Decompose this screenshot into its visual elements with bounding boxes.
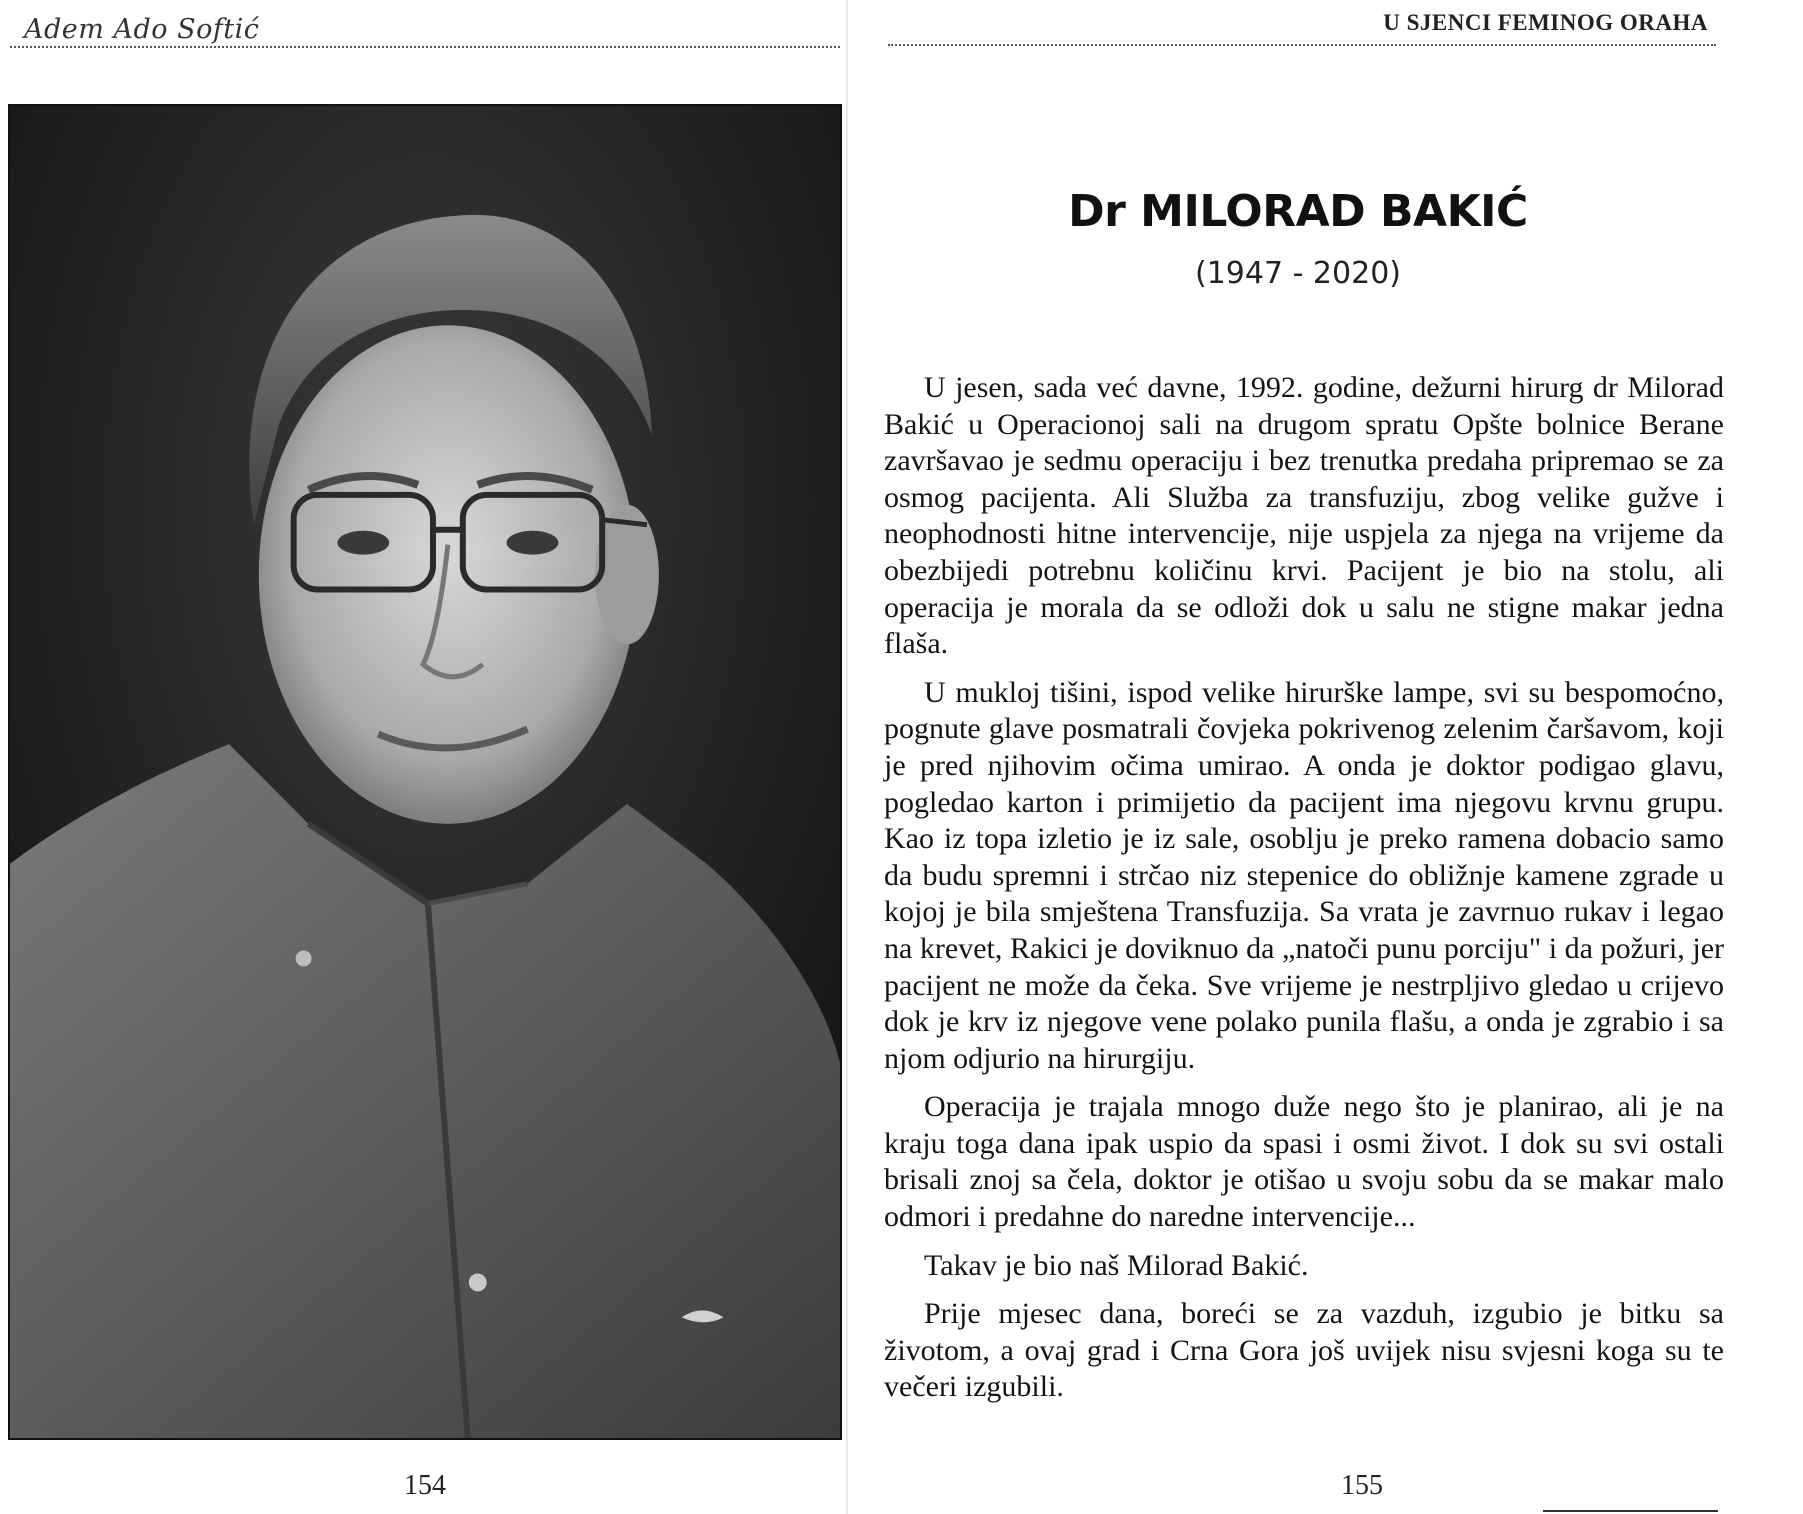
paragraph: U mukloj tišini, ispod velike hirurške lampe, svi su bespomoćno, pognute glave posmatrali čovjeka pokrivenog zelenim čaršavom, koji je pred njihovim očima umirao. A onda je doktor podigao glavu, pogledao karton i primijetio da pacijent ima njegovu krvnu grupu. Kao iz topa izletio je iz sale, osoblju je preko ramena dobacio samo da budu spremni i strčao niz stepenice do obližnje kamene zgrade u kojoj je bila smještena Transfuzija. Sa vrata je zavrnuo rukav i legao na krevet, Rakici je doviknuo da „natoči punu porciju" i da požuri, jer pacijent ne može da čeka. Sve vrijeme je nestrpljivo gledao u crijevo dok je krv iz njegove vene polako punila flašu, a onda je zgrabio i sa njom odjurio na hirurgiju.: [884, 675, 1724, 1075]
running-header-title: U SJENCI FEMINOG ORAHA: [1383, 10, 1708, 35]
paragraph: Operacija je trajala mnogo duže nego što je planirao, ali je na kraju toga dana ipak uspio da spasi i osmi život. I dok su svi ostali brisali znoj sa čela, doktor je otišao u svoju sobu da se makar malo odmori i predahne do naredne intervencije...: [884, 1090, 1724, 1234]
portrait-illustration: [10, 106, 840, 1438]
header-dotted-rule: [888, 44, 1716, 46]
paragraph: Prije mjesec dana, boreći se za vazduh, izgubio je bitku sa životom, a ovaj grad i Crna Gora još uvijek nisu svjesni koga su te večeri izgubili.: [884, 1297, 1724, 1404]
header-dotted-rule: [10, 46, 840, 48]
left-page: [0, 0, 848, 1514]
life-years: (1947 - 2020): [1194, 256, 1401, 291]
page-number-left: 154: [404, 1470, 446, 1501]
page-number-right: 155: [1341, 1470, 1383, 1501]
portrait-photo: [8, 104, 842, 1440]
paragraph: U jesen, sada već davne, 1992. godine, dežurni hirurg dr Milorad Bakić u Operacionoj sali na drugom spratu Opšte bolnice Berane završavao je sedmu operaciju i bez trenutka predaha pripremao se za osmog pacijenta. Ali Služba za transfuziju, zbog velike gužve i neophodnosti hitne intervencije, nije uspjela za njega na vrijeme da obezbijedi potrebnu količinu krvi. Pacijent je bio na stolu, ali operacija je morala da se odloži dok u salu ne stigne makar jedna flaša.: [884, 371, 1724, 661]
corner-rule: [1543, 1510, 1718, 1512]
body-text: [884, 370, 1724, 1418]
running-header-author: Adem Ado Softić: [24, 14, 260, 45]
right-page: [848, 0, 1803, 1514]
chapter-heading: Dr MILORAD BAKIĆ: [1068, 186, 1528, 237]
paragraph: Takav je bio naš Milorad Bakić.: [924, 1248, 1309, 1282]
